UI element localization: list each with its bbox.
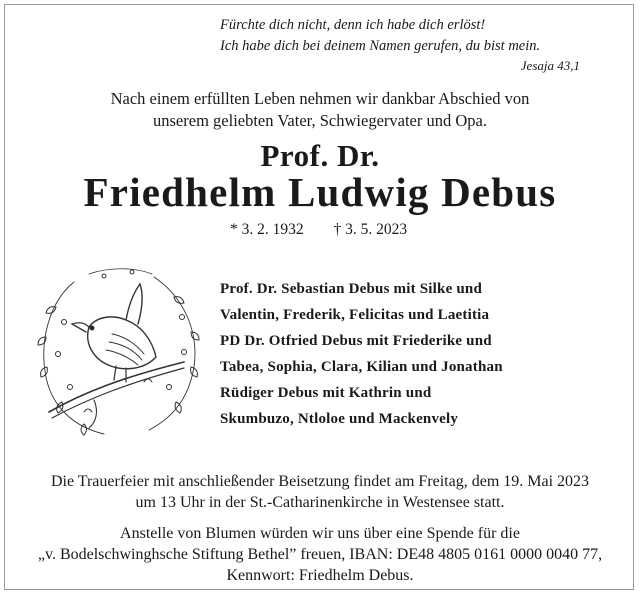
ceremony-line-1: Die Trauerfeier mit anschließender Beisetzung findet am Freitag, dem 19. Mai 2023 (50, 473, 590, 490)
donation-info (0, 523, 640, 586)
ceremony-line-2: um 13 Uhr in der St.-Catharinenkirche in Westensee statt. (135, 494, 505, 511)
family-line: Prof. Dr. Sebastian Debus mit Silke und (220, 281, 483, 297)
family-list (220, 276, 560, 432)
verse-line-1: Fürchte dich nicht, denn ich habe dich erlöst! (220, 17, 486, 33)
bible-verse (220, 15, 580, 74)
ceremony-info (0, 471, 640, 513)
death-date: † 3. 5. 2023 (333, 221, 408, 238)
family-line: PD Dr. Otfried Debus mit Friederike und (220, 333, 492, 349)
donation-line-3: Kennwort: Friedhelm Debus. (226, 567, 414, 584)
family-line: Rüdiger Debus mit Kathrin und (220, 385, 432, 401)
intro-text (0, 88, 640, 132)
verse-line-2: Ich habe dich bei deinem Namen gerufen, du bist mein. (220, 38, 541, 54)
bird-illustration-icon (34, 262, 204, 442)
intro-line-1: Nach einem erfüllten Leben nehmen wir dankbar Abschied von (110, 89, 530, 108)
intro-line-2: unserem geliebten Vater, Schwiegervater und Opa. (153, 111, 487, 130)
donation-line-1: Anstelle von Blumen würden wir uns über eine Spende für die (120, 525, 520, 542)
family-line: Tabea, Sophia, Clara, Kilian und Jonathan (220, 359, 503, 375)
life-dates (230, 221, 433, 239)
academic-title: Prof. Dr. (260, 138, 380, 173)
family-line: Valentin, Frederik, Felicitas und Laetitia (220, 307, 490, 323)
donation-line-2: „v. Bodelschwinghsche Stiftung Bethel” freuen, IBAN: DE48 4805 0161 0000 0040 77, (37, 546, 603, 563)
bird-on-branch-wreath-drawing (34, 262, 204, 442)
verse-reference: Jesaja 43,1 (520, 58, 580, 73)
birth-date: * 3. 2. 1932 (230, 221, 304, 238)
family-line: Skumbuzo, Ntloloe und Mackenvely (220, 411, 459, 427)
deceased-name: Friedhelm Ludwig Debus (83, 169, 557, 215)
